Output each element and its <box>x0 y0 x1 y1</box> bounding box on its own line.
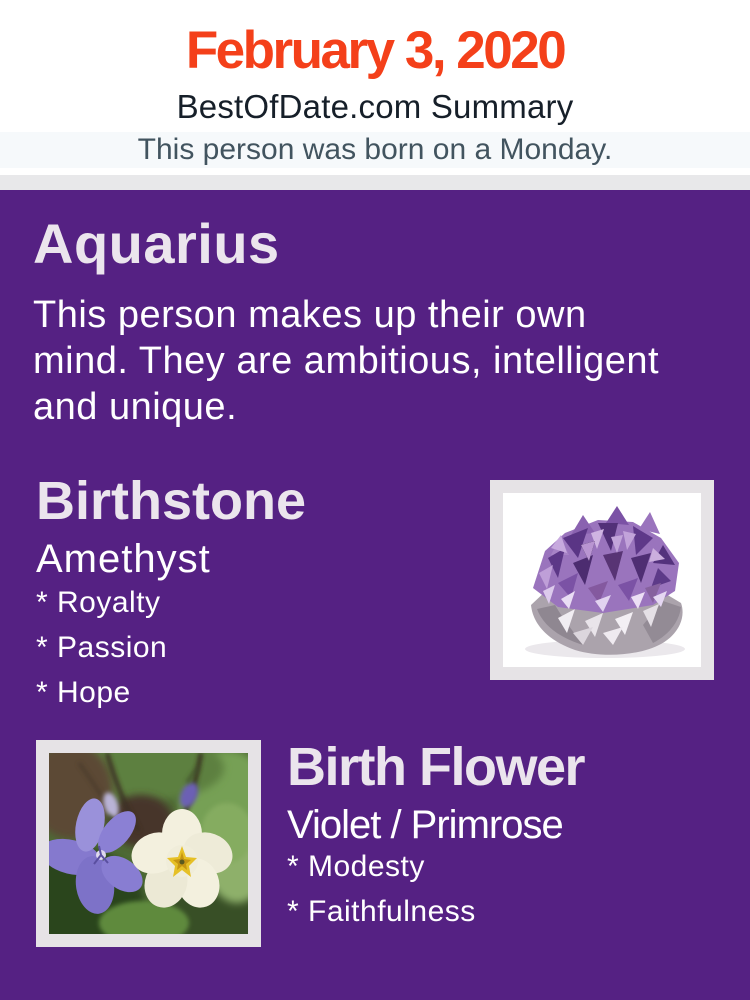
birth-flower-trait: * Faithfulness <box>287 895 476 928</box>
birthstone-trait: * Hope <box>36 676 131 709</box>
birth-flower-trait-list <box>287 852 476 942</box>
page-title-date: February 3, 2020 <box>185 21 565 80</box>
birthstone-trait: * Royalty <box>36 586 161 619</box>
born-day-note: This person was born on a Monday. <box>0 132 750 168</box>
birthstone-trait: * Passion <box>36 631 168 664</box>
birthstone-title: Birthstone <box>36 471 306 531</box>
header <box>0 0 750 175</box>
amethyst-photo-frame <box>490 480 714 680</box>
site-summary-subtitle: BestOfDate.com Summary <box>176 88 574 125</box>
zodiac-description: This person makes up their own mind. They are ambitious, intelligent and unique. <box>33 294 660 428</box>
violet-primrose-photo <box>49 753 248 934</box>
birth-flower-title: Birth Flower <box>287 737 585 797</box>
birthstone-trait-list <box>36 588 167 723</box>
birth-flower-name: Violet / Primrose <box>287 803 563 847</box>
section-divider <box>0 175 750 190</box>
birthstone-name: Amethyst <box>36 537 211 581</box>
birthday-info-panel <box>0 190 750 1000</box>
flower-photo-frame <box>36 740 261 947</box>
amethyst-photo <box>503 493 701 667</box>
birth-flower-trait: * Modesty <box>287 850 425 883</box>
zodiac-sign-title: Aquarius <box>33 212 280 275</box>
